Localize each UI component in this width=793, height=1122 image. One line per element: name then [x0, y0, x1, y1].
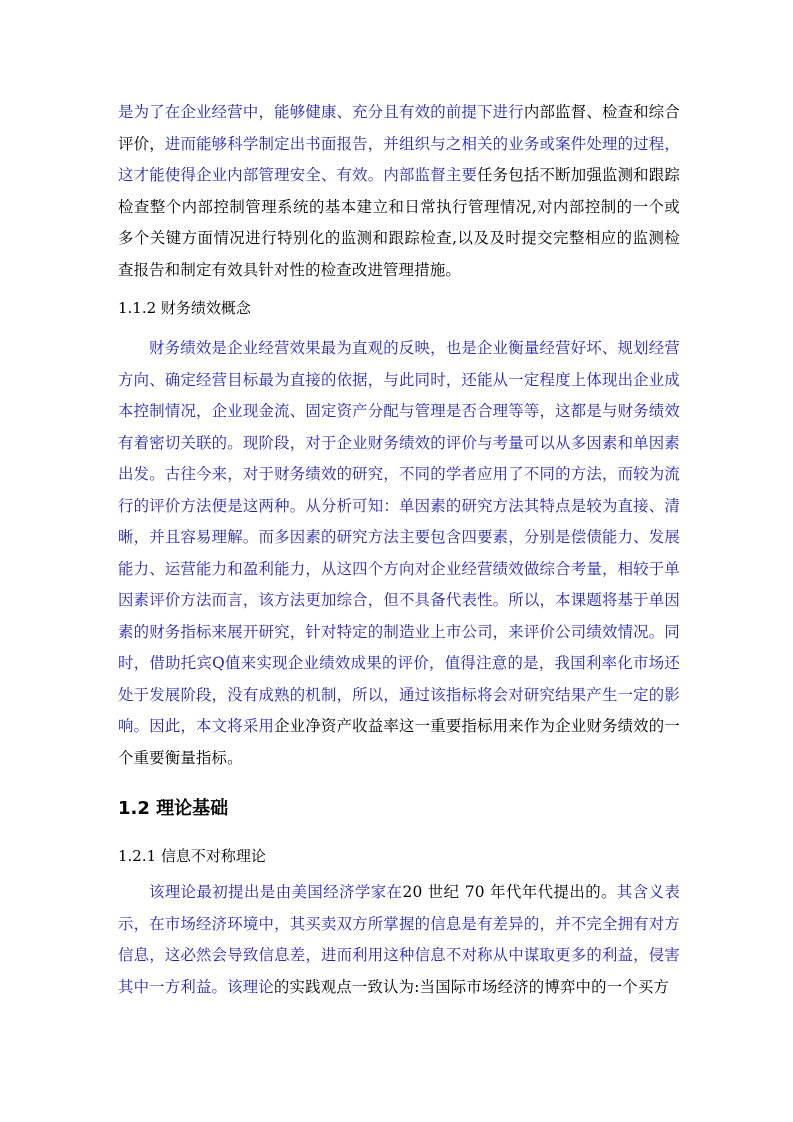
text-segment: 该理论最初提出是由美国经济学家在: [149, 883, 403, 901]
text-segment: 是为了在企业经营中，能够健康、充分且有效的前提下进行: [118, 103, 524, 121]
text-segment: 进而能够科学制定出书面报告，并组织与之相关的业务或案件处理的过程，这才能使得企业内部管理安全、有效。内部监督主要: [118, 134, 680, 184]
text-segment: 任务包括不断加强监测和跟踪检查整个内部控制管理系统的基本建立和日常执行管理情况,对内部控制的一个或多个关键方面情况进行特别化的监测和跟踪检查,以及及时提交完整相应的监测检查报告和制定有效具针对性的检查改进管理措施。: [118, 166, 680, 279]
text-segment: 其含义表示，在市场经济环境中，其买卖双方所掌握的信息是有差异的，并不完全拥有对方信息，这必然会导致信息差，进而利用这种信息不对称从中谋取更多的利益，侵害其中一方利益。该理论: [118, 883, 681, 996]
text-segment: 企业净资产收益率这一重要指标用来作为企业财务绩效的一个重要衡量指标。: [118, 717, 680, 767]
text-segment: 的实践观点一致认为:当国际市场经济的博弈中的一个买方: [273, 977, 670, 996]
subsection-heading-1-2-1: 1.2.1 信息不对称理论: [118, 847, 266, 865]
text-segment: 内部监督、检查和综合评价，: [118, 103, 680, 153]
paragraph-internal-supervision: [118, 97, 680, 286]
text-segment: 20 世纪 70 年代年代提出的。: [402, 883, 617, 901]
paragraph-information-asymmetry: [118, 877, 680, 1003]
subsection-heading-1-1-2: 1.1.2 财务绩效概念: [118, 299, 251, 317]
section-heading-1-2: 1.2 理论基础: [118, 798, 229, 819]
text-segment: 财务绩效是企业经营效果最为直观的反映，也是企业衡量经营好坏、规划经营方向、确定经营目标最为直接的依据，与此同时，还能从一定程度上体现出企业成本控制情况，企业现金流、固定资产分配与管理是否合理等等，这都是与财务绩效有着密切关联的。现阶段，对于企业财务绩效的评价与考量可以从多因素和单因素出发。古往今来，对于财务绩效的研究，不同的学者应用了不同的方法，而较为流行的评价方法便是这两种。从分析可知：单因素的研究方法其特点是较为直接、清晰，并且容易理解。而多因素的研究方法主要包含四要素，分别是偿债能力、发展能力、运营能力和盈利能力，从这四个方向对企业经营绩效做综合考量，相较于单因素评价方法而言，该方法更加综合，但不具备代表性。所以，本课题将基于单因素的财务指标来展开研究，针对特定的制造业上市公司，来评价公司绩效情况。同时，借助托宾Q值来实现企业绩效成果的评价，值得注意的是，我国利率化市场还处于发展阶段，没有成熟的机制，所以，通过该指标将会对研究结果产生一定的影响。因此，本文将采用: [118, 339, 680, 735]
paragraph-financial-performance: [118, 333, 680, 774]
